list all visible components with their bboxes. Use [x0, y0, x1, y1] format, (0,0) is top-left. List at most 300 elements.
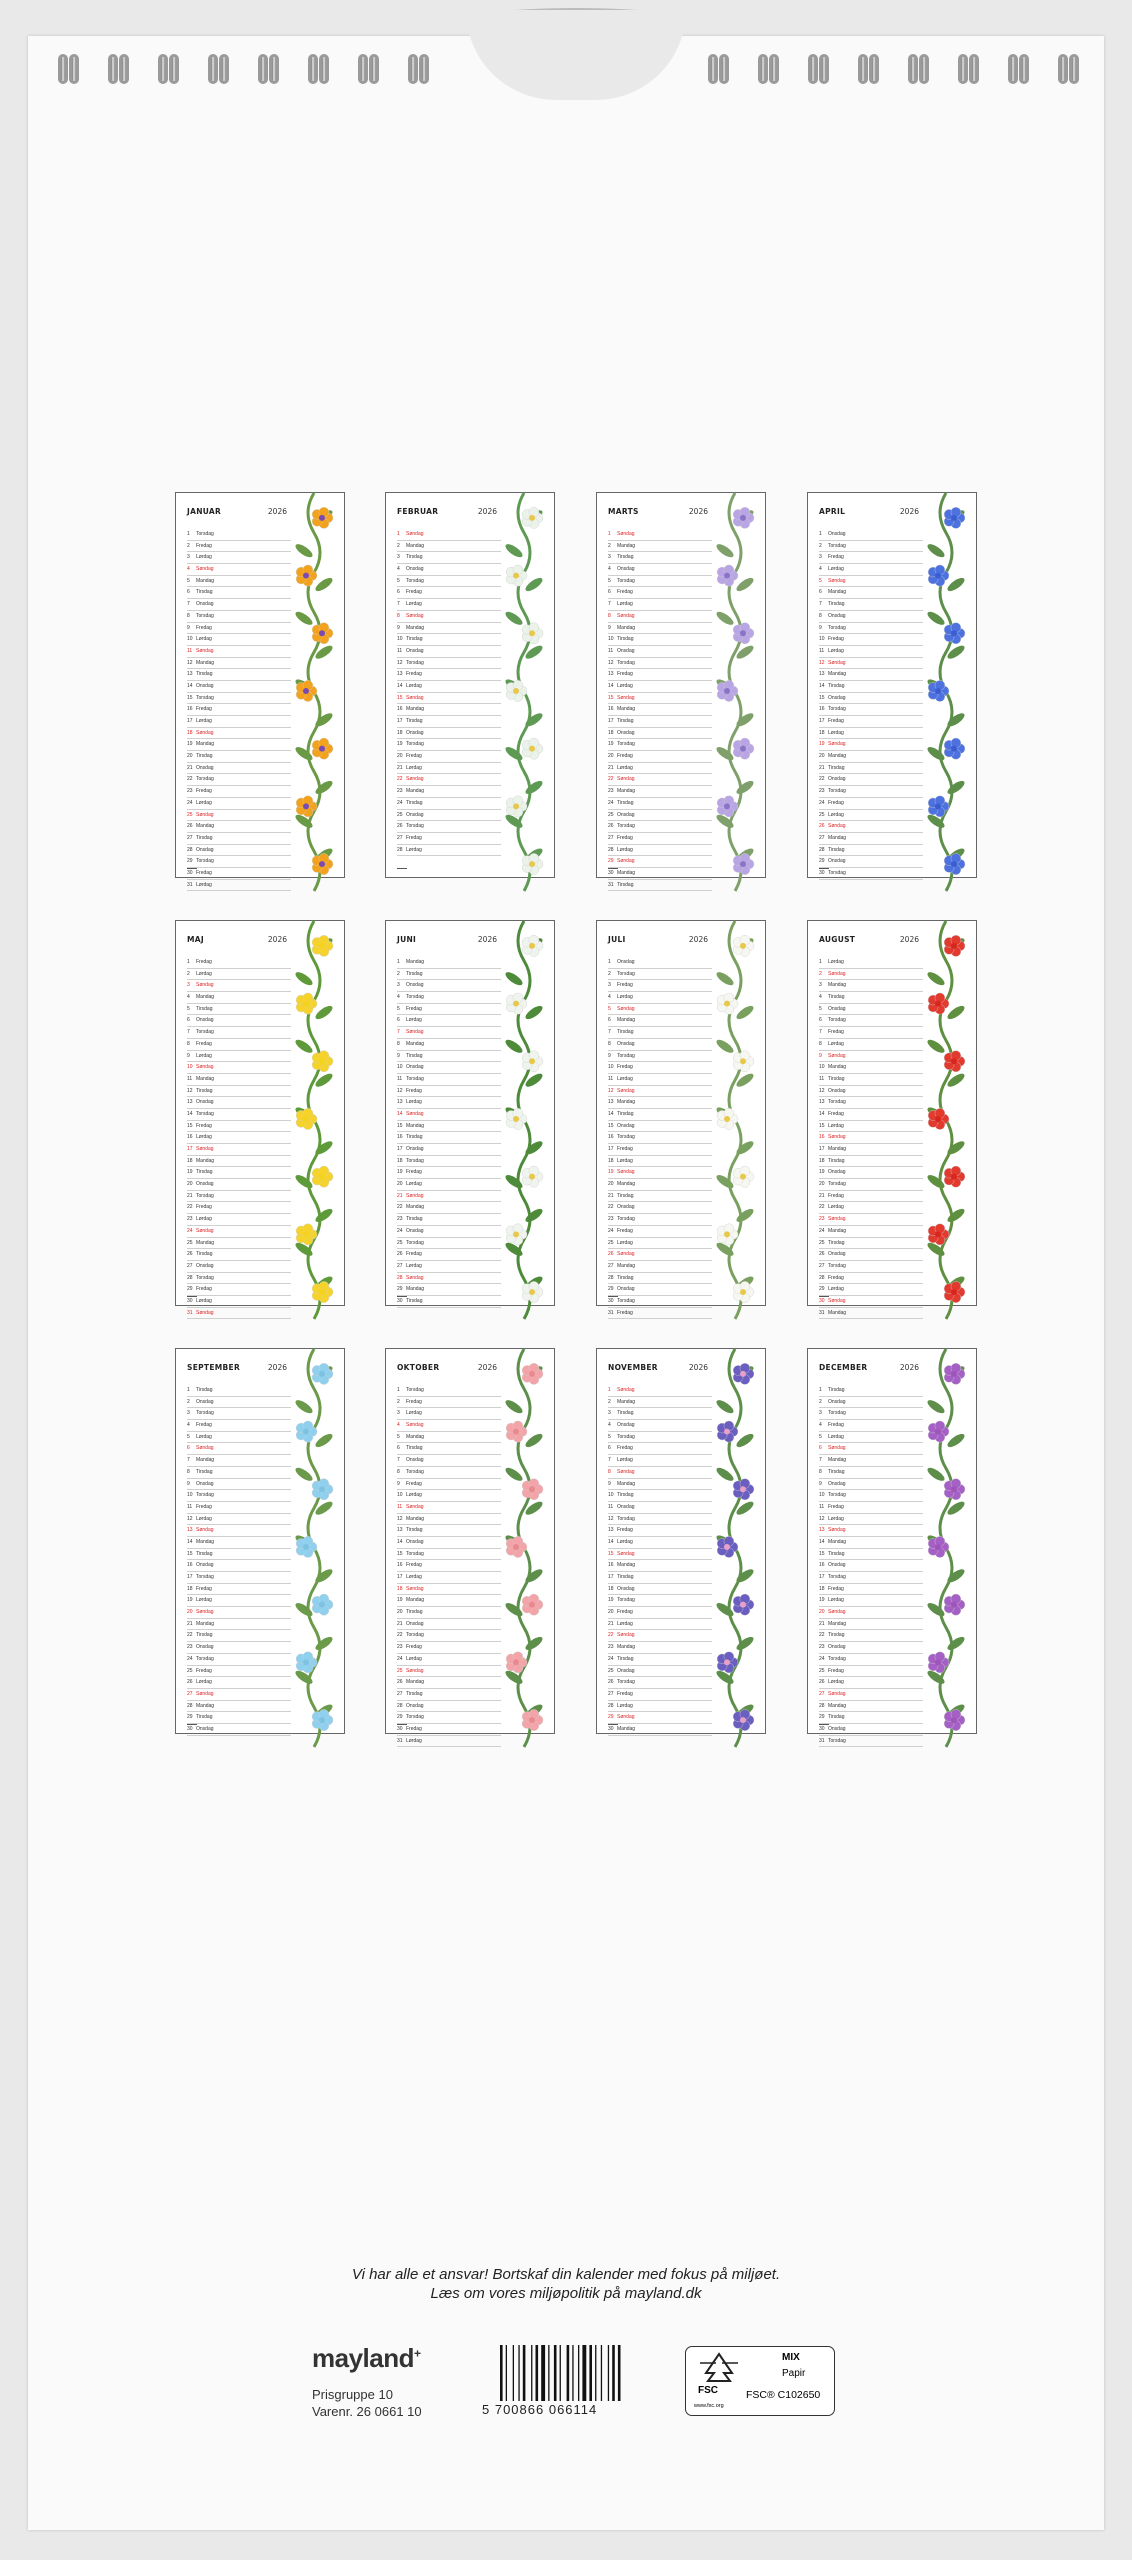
flower-leaf [294, 1173, 315, 1191]
flower-leaf [715, 1173, 736, 1191]
weekday-label: Søndag [617, 612, 635, 619]
day-row [819, 681, 923, 693]
weekday-label: Mandag [617, 624, 636, 631]
day-number: 1 [187, 1387, 190, 1393]
binding-ring [706, 54, 732, 84]
flower-center [513, 1659, 519, 1665]
flower-center [529, 1371, 535, 1377]
day-row [608, 1296, 712, 1308]
day-row [608, 552, 712, 564]
weekday-label: Tirsdag [196, 1005, 213, 1012]
day-row [187, 980, 291, 992]
barcode-bar [567, 2345, 570, 2401]
month-name: OKTOBER [397, 1363, 440, 1372]
day-number: 13 [608, 1099, 614, 1106]
flower-leaf [524, 576, 545, 594]
weekday-label: Torsdag [828, 1099, 846, 1106]
day-number: 7 [608, 601, 611, 608]
day-row [187, 1689, 291, 1701]
day-row [608, 1132, 712, 1144]
flower-leaf [926, 1037, 947, 1055]
weekday-label: Tirsdag [828, 1157, 845, 1164]
weekday-label: Onsdag [828, 1480, 846, 1487]
flower-center [319, 746, 325, 752]
day-number: 13 [608, 671, 614, 678]
day-number: 15 [608, 1122, 614, 1129]
flower-leaf [926, 1398, 947, 1416]
weekday-label: Fredag [828, 1422, 844, 1429]
barcode-bar [560, 2345, 561, 2401]
day-row [819, 1226, 923, 1238]
day-row [608, 634, 712, 646]
day-number: 4 [397, 566, 400, 573]
day-number: 15 [187, 694, 193, 701]
weekday-label: Lørdag [617, 994, 633, 1001]
day-row [819, 1121, 923, 1133]
day-row [819, 868, 923, 880]
day-row [819, 969, 923, 981]
flower-center [951, 943, 957, 949]
day-number: 25 [397, 811, 403, 818]
day-row [819, 634, 923, 646]
ring-loop [408, 54, 418, 84]
flower-leaf [314, 1567, 335, 1585]
day-number: 31 [819, 1737, 825, 1744]
weekday-label: Søndag [406, 531, 424, 537]
month-header [397, 935, 497, 944]
weekday-label: Søndag [196, 1146, 214, 1152]
ring-loop [258, 54, 268, 84]
day-row [397, 969, 501, 981]
day-row [819, 564, 923, 576]
day-number: 27 [397, 1690, 403, 1697]
flower-illustration [705, 1349, 765, 1733]
day-row [187, 693, 291, 705]
ring-loop [269, 54, 279, 84]
month-header [397, 507, 497, 516]
weekday-label: Mandag [828, 671, 847, 678]
day-row [397, 763, 501, 775]
day-row [187, 763, 291, 775]
day-row [608, 529, 712, 541]
day-number: 13 [608, 1527, 614, 1534]
day-row [608, 751, 712, 763]
weekday-label: Onsdag [196, 1725, 214, 1732]
day-list [397, 1385, 501, 1747]
weekday-label: Fredag [196, 788, 212, 795]
day-number: 20 [187, 1609, 193, 1616]
weekday-label: Torsdag [196, 776, 214, 783]
weekday-label: Mandag [196, 1457, 215, 1464]
day-row [819, 669, 923, 681]
day-number: 23 [608, 1644, 614, 1651]
binding-ring [956, 54, 982, 84]
weekday-label: Lørdag [196, 799, 212, 806]
weekday-label: Torsdag [406, 1075, 424, 1082]
weekday-label: Tirsdag [828, 601, 845, 608]
weekday-label: Lørdag [196, 1597, 212, 1604]
flower-center [513, 803, 519, 809]
day-row [397, 1097, 501, 1109]
day-row [819, 739, 923, 751]
flower-leaf [314, 1004, 335, 1022]
flower-center [724, 1429, 730, 1435]
day-number: 13 [397, 1527, 403, 1534]
barcode-bar [595, 2345, 596, 2401]
day-number: 28 [187, 846, 193, 853]
day-number: 29 [819, 1714, 825, 1721]
weekday-label: Tirsdag [196, 753, 213, 760]
day-row [187, 798, 291, 810]
month-year: 2026 [477, 935, 497, 944]
weekday-label: Onsdag [196, 1480, 214, 1487]
weekday-label: Onsdag [828, 1087, 846, 1094]
day-number: 25 [187, 1667, 193, 1674]
flower-leaf [926, 542, 947, 560]
panel-foot-mark [397, 1296, 407, 1297]
flower-leaf [524, 711, 545, 729]
day-number: 21 [819, 1620, 825, 1627]
weekday-label: Lørdag [406, 1410, 422, 1417]
flower-leaf [946, 1432, 967, 1450]
day-number: 5 [397, 577, 400, 584]
weekday-label: Mandag [617, 542, 636, 549]
day-number: 19 [819, 741, 825, 748]
weekday-label: Onsdag [406, 1457, 424, 1464]
day-row [819, 1144, 923, 1156]
weekday-label: Fredag [617, 1227, 633, 1234]
month-panel [385, 920, 555, 1306]
flower-center [951, 630, 957, 636]
day-number: 3 [819, 982, 822, 989]
weekday-label: Onsdag [828, 531, 846, 537]
day-number: 18 [397, 1157, 403, 1164]
weekday-label: Lørdag [196, 970, 212, 977]
flower-center [951, 515, 957, 521]
day-number: 30 [187, 1725, 193, 1732]
weekday-label: Mandag [617, 1480, 636, 1487]
barcode-bar [554, 2345, 557, 2401]
month-header [608, 935, 708, 944]
day-number: 12 [397, 1515, 403, 1522]
day-row [608, 1385, 712, 1397]
day-row [187, 1443, 291, 1455]
weekday-label: Torsdag [617, 659, 635, 666]
day-number: 1 [819, 1387, 822, 1393]
day-number: 11 [397, 1075, 403, 1082]
day-row [608, 1701, 712, 1713]
day-number: 18 [608, 1157, 614, 1164]
day-row [608, 1689, 712, 1701]
flower-leaf [294, 1465, 315, 1483]
day-number: 22 [397, 1204, 403, 1211]
day-number: 10 [187, 1064, 193, 1071]
flower-leaf [524, 1567, 545, 1585]
flower-center [935, 1001, 941, 1007]
weekday-label: Tirsdag [828, 682, 845, 689]
panel-foot-mark [608, 1724, 618, 1725]
day-row [608, 833, 712, 845]
weekday-label: Mandag [196, 1702, 215, 1709]
day-number: 23 [397, 1644, 403, 1651]
day-row [819, 1525, 923, 1537]
day-row [608, 541, 712, 553]
day-row [608, 969, 712, 981]
weekday-label: Onsdag [617, 1422, 635, 1429]
weekday-label: Fredag [196, 1204, 212, 1211]
barcode-bar [548, 2345, 549, 2401]
binding-ring [306, 54, 332, 84]
weekday-label: Tirsdag [828, 764, 845, 771]
weekday-label: Søndag [196, 1690, 214, 1697]
weekday-label: Søndag [617, 1005, 635, 1012]
day-number: 20 [187, 1181, 193, 1188]
flower-center [951, 746, 957, 752]
day-row [819, 1156, 923, 1168]
day-row [819, 1004, 923, 1016]
fsc-papir: Papir [782, 2368, 806, 2379]
binding-ring [906, 54, 932, 84]
day-row [397, 1004, 501, 1016]
binding-ring [156, 54, 182, 84]
day-row [819, 716, 923, 728]
day-row [397, 623, 501, 635]
flower-center [319, 1371, 325, 1377]
day-number: 11 [819, 1503, 825, 1510]
binding-ring [1006, 54, 1032, 84]
month-year: 2026 [267, 507, 287, 516]
day-row [397, 1595, 501, 1607]
day-row [819, 1408, 923, 1420]
flower-leaf [715, 1465, 736, 1483]
flower-leaf [524, 1207, 545, 1225]
flower-illustration [705, 921, 765, 1305]
day-number: 9 [187, 1480, 190, 1487]
day-number: 6 [397, 589, 400, 596]
day-row [608, 1630, 712, 1642]
day-row [187, 810, 291, 822]
day-row [608, 763, 712, 775]
day-row [608, 1677, 712, 1689]
day-row [187, 969, 291, 981]
day-row [608, 693, 712, 705]
weekday-label: Torsdag [617, 1597, 635, 1604]
weekday-label: Søndag [196, 1227, 214, 1234]
weekday-label: Lørdag [617, 1075, 633, 1082]
flower-leaf [294, 745, 315, 763]
day-number: 26 [608, 1679, 614, 1686]
day-number: 1 [397, 959, 400, 965]
weekday-label: Fredag [617, 834, 633, 841]
day-row [608, 798, 712, 810]
day-row [819, 856, 923, 868]
day-row [397, 1167, 501, 1179]
weekday-label: Onsdag [617, 1585, 635, 1592]
barcode-bar [601, 2345, 602, 2401]
day-row [187, 1191, 291, 1203]
day-row [397, 1249, 501, 1261]
weekday-label: Onsdag [828, 1251, 846, 1258]
day-row [397, 980, 501, 992]
flower-center [935, 1659, 941, 1665]
flower-center [513, 1544, 519, 1550]
day-row [819, 1062, 923, 1074]
flower-leaf [946, 1207, 967, 1225]
weekday-label: Tirsdag [406, 799, 423, 806]
day-row [819, 1051, 923, 1063]
day-number: 24 [819, 1655, 825, 1662]
day-number: 10 [187, 636, 193, 643]
day-number: 14 [819, 1110, 825, 1117]
day-number: 9 [608, 1052, 611, 1059]
day-number: 16 [397, 706, 403, 713]
day-row [187, 623, 291, 635]
weekday-label: Onsdag [617, 566, 635, 573]
ring-loop [858, 54, 868, 84]
day-number: 25 [397, 1239, 403, 1246]
day-number: 8 [608, 1040, 611, 1047]
day-number: 5 [819, 1433, 822, 1440]
weekday-label: Torsdag [617, 1134, 635, 1141]
flower-leaf [715, 1601, 736, 1619]
month-panel [807, 920, 977, 1316]
day-number: 8 [608, 612, 611, 619]
weekday-label: Lørdag [828, 1679, 844, 1686]
day-number: 11 [187, 647, 193, 654]
weekday-label: Tirsdag [406, 1297, 423, 1304]
weekday-label: Søndag [196, 1527, 214, 1534]
day-number: 7 [397, 1457, 400, 1464]
day-number: 14 [397, 1110, 403, 1117]
weekday-label: Fredag [828, 1503, 844, 1510]
day-number: 6 [187, 1445, 190, 1452]
price-group: Prisgruppe 10 [312, 2387, 393, 2402]
flower-leaf [294, 609, 315, 627]
day-number: 14 [397, 682, 403, 689]
flower-illustration [916, 1349, 976, 1733]
day-number: 23 [819, 788, 825, 795]
ring-loop [1069, 54, 1079, 84]
weekday-label: Lørdag [617, 682, 633, 689]
day-number: 3 [397, 554, 400, 561]
weekday-label: Tirsdag [617, 636, 634, 643]
day-list [819, 957, 923, 1319]
day-row [819, 587, 923, 599]
day-row [397, 728, 501, 740]
day-number: 27 [608, 1262, 614, 1269]
day-row [819, 1397, 923, 1409]
day-number: 25 [187, 1239, 193, 1246]
day-row [397, 599, 501, 611]
day-number: 26 [187, 1251, 193, 1258]
product-info [312, 2386, 422, 2420]
day-row [819, 552, 923, 564]
weekday-label: Fredag [828, 1585, 844, 1592]
weekday-label: Mandag [617, 869, 636, 876]
weekday-label: Torsdag [406, 1468, 424, 1475]
day-number: 24 [187, 799, 193, 806]
weekday-label: Torsdag [196, 1410, 214, 1417]
day-row [397, 1560, 501, 1572]
day-row [819, 1086, 923, 1098]
flower-center [740, 1174, 746, 1180]
weekday-label: Torsdag [828, 1410, 846, 1417]
day-number: 3 [819, 1410, 822, 1417]
flower-center [529, 1486, 535, 1492]
flower-leaf [715, 609, 736, 627]
weekday-label: Onsdag [406, 647, 424, 654]
day-number: 19 [608, 741, 614, 748]
day-row [608, 1062, 712, 1074]
day-number: 30 [187, 1297, 193, 1304]
day-number: 11 [187, 1075, 193, 1082]
weekday-label: Mandag [828, 1309, 847, 1316]
day-row [187, 716, 291, 728]
flower-center [951, 1289, 957, 1295]
weekday-label: Mandag [617, 1099, 636, 1106]
day-number: 6 [819, 589, 822, 596]
day-number: 28 [187, 1274, 193, 1281]
weekday-label: Lørdag [406, 1574, 422, 1580]
day-number: 31 [187, 1309, 193, 1316]
weekday-label: Søndag [406, 1110, 424, 1117]
weekday-label: Torsdag [406, 1239, 424, 1246]
day-row [819, 1630, 923, 1642]
day-number: 1 [187, 531, 190, 537]
day-row [187, 751, 291, 763]
weekday-label: Tirsdag [196, 834, 213, 841]
day-number: 13 [187, 1527, 193, 1534]
day-row [608, 1537, 712, 1549]
weekday-label: Søndag [828, 1052, 846, 1059]
weekday-label: Mandag [828, 1064, 847, 1071]
day-row [819, 810, 923, 822]
day-number: 19 [608, 1169, 614, 1176]
day-number: 14 [819, 682, 825, 689]
day-row [608, 1420, 712, 1432]
day-number: 6 [187, 589, 190, 596]
weekday-label: Søndag [828, 823, 846, 830]
flower-leaf [524, 1139, 545, 1157]
weekday-label: Torsdag [617, 741, 635, 748]
day-number: 8 [397, 1468, 400, 1475]
day-number: 21 [819, 1192, 825, 1199]
day-row [819, 992, 923, 1004]
day-number: 19 [397, 1169, 403, 1176]
day-row [187, 552, 291, 564]
weekday-label: Torsdag [406, 1550, 424, 1557]
ring-loop [869, 54, 879, 84]
day-row [187, 1490, 291, 1502]
weekday-label: Torsdag [196, 1029, 214, 1036]
flower-center [529, 1602, 535, 1608]
day-row [187, 646, 291, 658]
weekday-label: Torsdag [617, 1679, 635, 1686]
weekday-label: Mandag [828, 834, 847, 841]
day-number: 23 [397, 1216, 403, 1223]
weekday-label: Søndag [196, 811, 214, 818]
flower-center [740, 1371, 746, 1377]
day-row [819, 704, 923, 716]
day-number: 4 [819, 566, 822, 573]
flower-center [319, 1174, 325, 1180]
weekday-label: Onsdag [617, 1667, 635, 1674]
weekday-label: Fredag [406, 1644, 422, 1651]
day-number: 2 [397, 1398, 400, 1405]
day-row [397, 1666, 501, 1678]
month-name: JUNI [397, 935, 417, 944]
day-row [397, 1432, 501, 1444]
